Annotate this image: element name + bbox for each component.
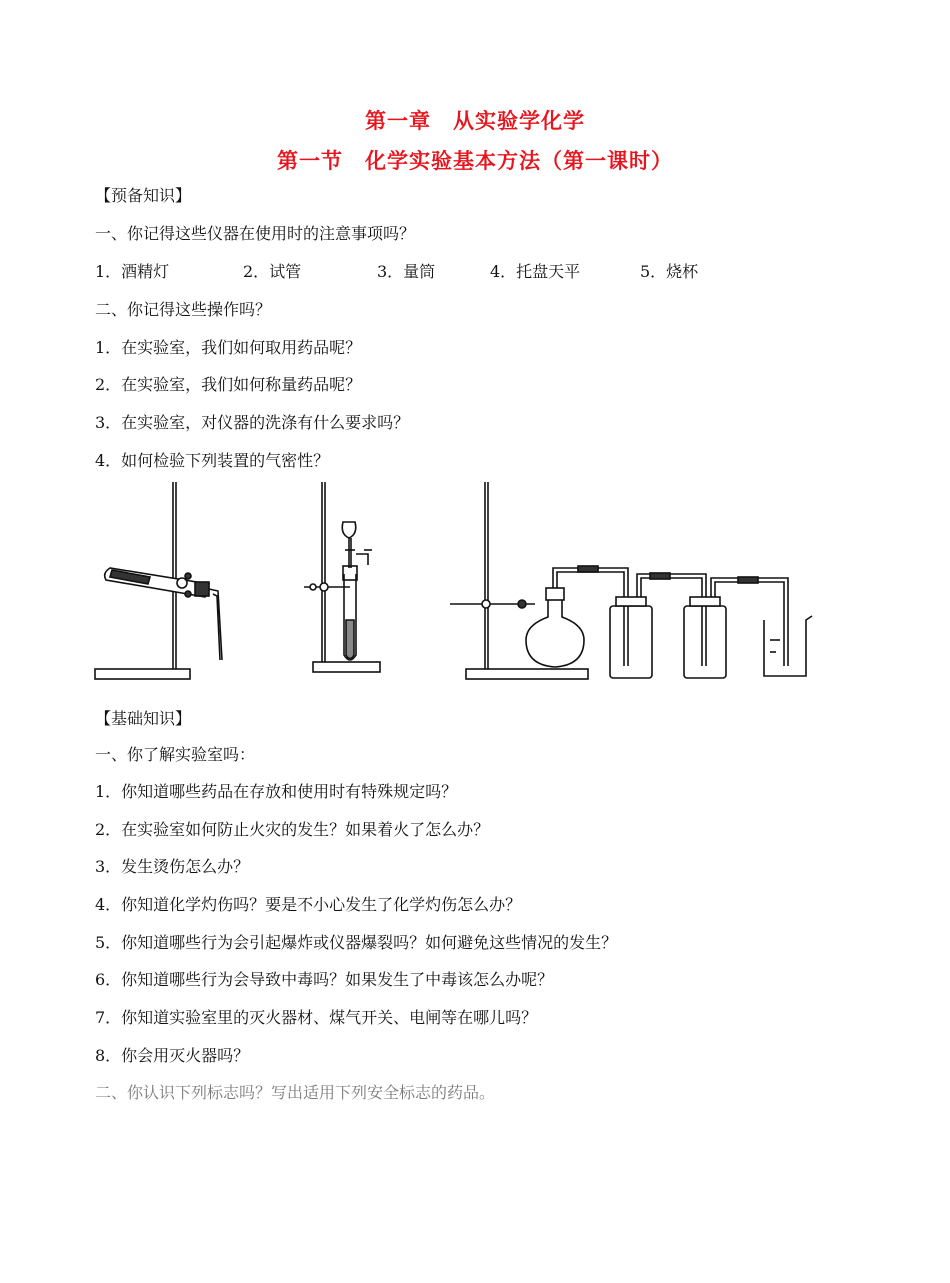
flask-wash-bottle-train: [450, 482, 812, 679]
airtightness-apparatus-figure: [0, 470, 950, 690]
operation-item: 4．如何检验下列装置的气密性？: [95, 451, 330, 470]
operation-item: 1．在实验室，我们如何取用药品呢？: [95, 338, 362, 357]
operation-item: 2．在实验室，我们如何称量药品呢？: [95, 375, 362, 394]
basic-question: 5．你知道哪些行为会引起爆炸或仪器爆裂吗？如何避免这些情况的发生？: [95, 933, 618, 952]
basic-heading: 【基础知识】: [95, 709, 192, 728]
operation-item: 3．在实验室，对仪器的洗涤有什么要求吗？: [95, 413, 410, 432]
basic-q2-title: 二、你认识下列标志吗？写出适用下列安全标志的药品。: [95, 1083, 496, 1102]
chapter-title: 第一章 从实验学化学: [365, 108, 585, 133]
basic-question: 7．你知道实验室里的灭火器材、煤气开关、电闸等在哪儿吗？: [95, 1008, 538, 1027]
basic-question: 4．你知道化学灼伤吗？要是不小心发生了化学灼伤怎么办？: [95, 895, 522, 914]
prep-q2-title: 二、你记得这些操作吗？: [95, 300, 272, 319]
basic-question: 8．你会用灭火器吗？: [95, 1046, 250, 1065]
prep-heading: 【预备知识】: [95, 186, 192, 205]
instrument-item: 3．量筒: [377, 262, 436, 281]
stand-with-funnel-tube: [304, 482, 380, 672]
instrument-item: 1．酒精灯: [95, 262, 170, 281]
prep-q1-title: 一、你记得这些仪器在使用时的注意事项吗？: [95, 224, 416, 243]
instrument-item: 2．试管: [243, 262, 302, 281]
instrument-item: 4．托盘天平: [490, 262, 581, 281]
instrument-item: 5．烧杯: [640, 262, 699, 281]
instrument-list: [95, 259, 735, 281]
basic-question: 1．你知道哪些药品在存放和使用时有特殊规定吗？: [95, 782, 458, 801]
basic-question: 3．发生烫伤怎么办？: [95, 857, 250, 876]
basic-question: 6．你知道哪些行为会导致中毒吗？如果发生了中毒该怎么办呢？: [95, 970, 554, 989]
section-title: 第一节 化学实验基本方法（第一课时）: [277, 148, 673, 173]
stand-with-test-tube: [95, 482, 222, 679]
basic-question: 2．在实验室如何防止火灾的发生？如果着火了怎么办？: [95, 820, 490, 839]
basic-q1-title: 一、你了解实验室吗：: [95, 745, 256, 764]
